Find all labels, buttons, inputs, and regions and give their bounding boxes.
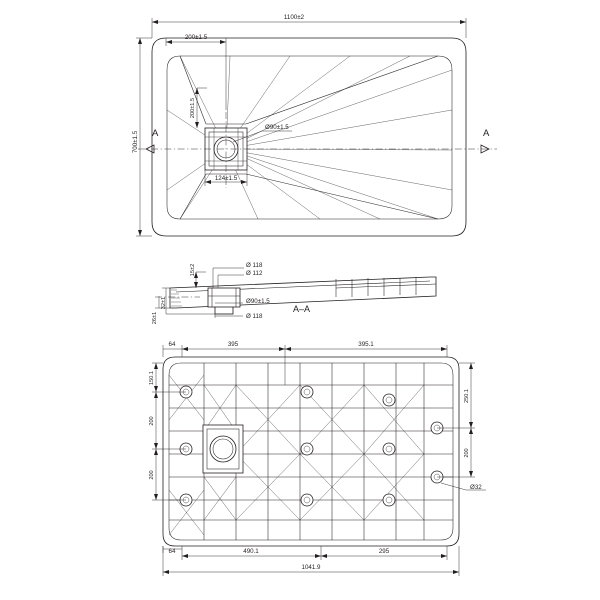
- dim-span-top-right: 395.1: [358, 341, 374, 348]
- dim-edge-left-top: 64: [168, 341, 176, 348]
- section-mark-label-left: A: [152, 128, 159, 139]
- dim-overall-width: 1100±2: [283, 14, 305, 21]
- dim-edge-left-bottom: 64: [168, 548, 176, 555]
- dim-drain-offset-x: 200±1.5: [184, 34, 208, 41]
- dim-d118-top: Ø 118: [246, 262, 263, 269]
- dim-drain-diameter: Ø90±1.5: [265, 124, 289, 131]
- dim-d118-bottom: Ø 118: [246, 313, 263, 320]
- dim-left-200-b: 200: [149, 470, 155, 480]
- dim-overall-height: 700±1.5: [132, 130, 139, 154]
- dim-drain-height: 15±2: [190, 263, 196, 277]
- dim-foot-diameter: Ø32: [470, 484, 482, 491]
- dim-height-total: 32±1: [161, 296, 167, 310]
- dim-overall-bottom: 1041.9: [301, 564, 321, 571]
- section-mark-label-right: A: [483, 128, 490, 139]
- dim-height-edge: 26±1: [152, 311, 158, 325]
- dim-left-200-a: 200: [149, 416, 155, 426]
- section-label: A–A: [293, 304, 311, 314]
- dim-right-200: 200: [464, 448, 470, 458]
- dim-left-150: 150.1: [149, 371, 155, 385]
- dim-d112: Ø 112: [246, 270, 263, 277]
- dim-span-bottom-right: 295: [378, 548, 390, 555]
- dim-span-bottom-left: 490.1: [243, 548, 259, 555]
- dim-drain-box: 124±1.5: [214, 175, 238, 182]
- dim-drain-offset-y: 200±1.5: [190, 97, 196, 119]
- dim-span-top-left: 395: [227, 341, 239, 348]
- dim-d90-section: Ø90±1.5: [246, 298, 270, 305]
- dim-right-250: 250.1: [464, 389, 470, 403]
